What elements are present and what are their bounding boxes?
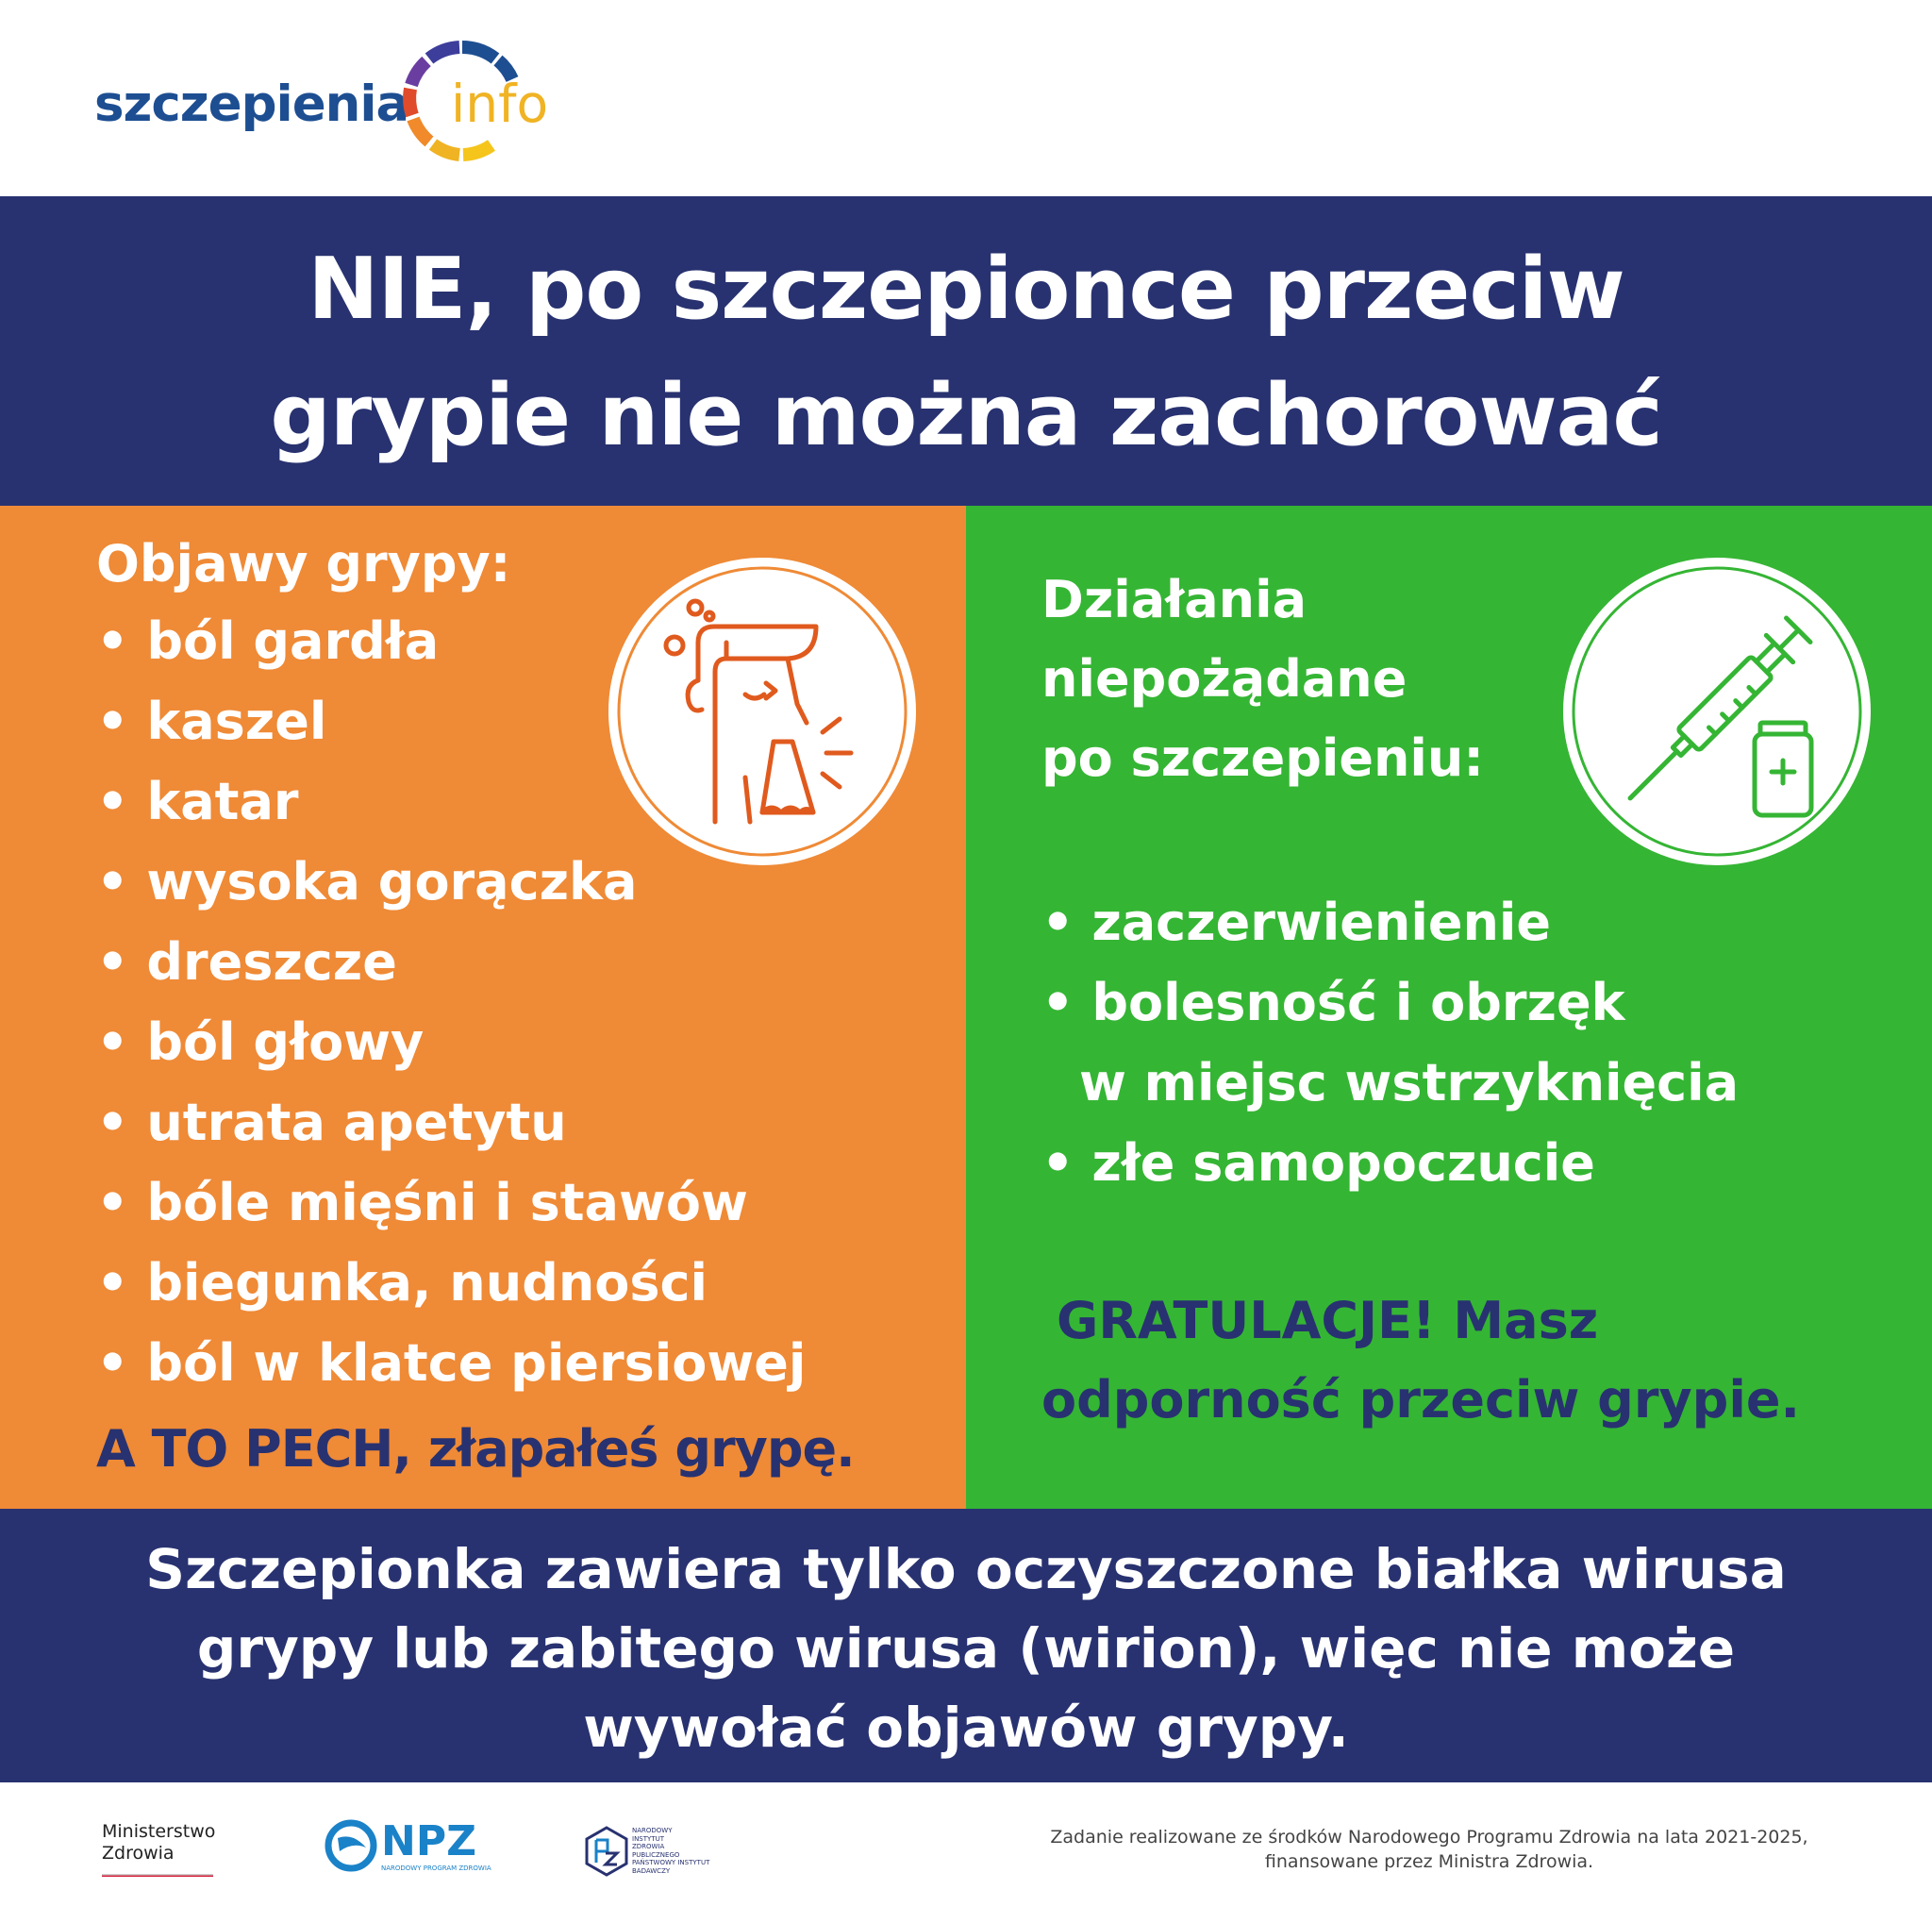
- congratulations-line-2: odporność przeciw grypie.: [1041, 1370, 1800, 1430]
- flag-stripe: [102, 1874, 213, 1877]
- npz-logo: [325, 1815, 494, 1876]
- nizp-line: PUBLICZNEGO: [632, 1850, 680, 1859]
- szczepienia-info-logo: [94, 40, 585, 167]
- adverse-heading-line: Działania: [1041, 570, 1307, 629]
- symptom-item: • biegunka, nudności: [96, 1253, 708, 1313]
- adverse-effect-item: • bolesność i obrzęk: [1041, 973, 1625, 1032]
- bad-luck-message: A TO PECH, złapałeś grypę.: [96, 1419, 855, 1479]
- syringe-and-vial-icon: [1558, 553, 1875, 870]
- ministry-name-line-1: Ministerstwo: [102, 1821, 216, 1842]
- nizp-line: ZDROWIA: [632, 1843, 665, 1850]
- logo-suffix: info: [451, 74, 549, 134]
- adverse-effect-item: • złe samopoczucie: [1041, 1133, 1595, 1193]
- symptom-item: • dreszcze: [96, 932, 397, 992]
- adverse-effects-panel: [966, 506, 1932, 1509]
- flu-symptoms-panel: [0, 506, 966, 1509]
- symptom-item: • utrata apetytu: [96, 1093, 567, 1152]
- title-band: [0, 196, 1932, 506]
- funding-note: [1038, 1825, 1821, 1874]
- symptom-item: • ból w klatce piersiowej: [96, 1333, 807, 1393]
- adverse-heading-line: niepożądane: [1041, 649, 1407, 709]
- npz-emblem-icon: [325, 1819, 377, 1872]
- symptoms-heading: Objawy grypy:: [96, 534, 511, 594]
- sneezing-person-icon: [604, 553, 921, 870]
- symptom-item: • bóle mięśni i stawów: [96, 1173, 748, 1232]
- explanation-line-3: wywołać objawów grypy.: [583, 1696, 1349, 1760]
- symptom-item: • katar: [96, 772, 299, 831]
- symptom-item: • wysoka gorączka: [96, 852, 638, 911]
- nizp-logo: [583, 1825, 724, 1878]
- symptom-item: • ból gardła: [96, 611, 440, 671]
- nizp-line: NARODOWY: [632, 1827, 673, 1834]
- headline-line-1: NIE, po szczepionce przeciw: [308, 240, 1624, 339]
- symptom-item: • kaszel: [96, 692, 327, 751]
- symptom-item: • ból głowy: [96, 1012, 425, 1072]
- npz-subtitle: NARODOWY PROGRAM ZDROWIA: [381, 1864, 491, 1872]
- explanation-band: [0, 1509, 1932, 1782]
- adverse-heading-line: po szczepieniu:: [1041, 728, 1484, 788]
- explanation-line-2: grypy lub zabitego wirusa (wirion), więc nie może: [196, 1616, 1736, 1681]
- adverse-effect-item: • zaczerwienienie: [1041, 893, 1552, 952]
- nizp-name: [632, 1827, 709, 1875]
- nizp-emblem-icon: [583, 1825, 630, 1878]
- explanation-line-1: Szczepionka zawiera tylko oczyszczone białka wirusa: [145, 1537, 1787, 1601]
- ministry-of-health-logo: [102, 1821, 215, 1864]
- funding-line-1: Zadanie realizowane ze środków Narodowego Programu Zdrowia na lata 2021-2025,: [1050, 1827, 1808, 1848]
- nizp-line: PAŃSTWOWY INSTYTUT: [632, 1859, 710, 1866]
- headline-line-2: grypie nie można zachorować: [270, 366, 1662, 465]
- nizp-line: BADAWCZY: [632, 1866, 671, 1875]
- ministry-name-line-2: Zdrowia: [102, 1843, 175, 1864]
- funding-line-2: finansowane przez Ministra Zdrowia.: [1264, 1851, 1594, 1872]
- nizp-line: INSTYTUT: [632, 1834, 664, 1843]
- adverse-effect-item: w miejsc wstrzyknięcia: [1079, 1053, 1740, 1112]
- logo-word: szczepienia: [94, 75, 409, 133]
- congratulations-line-1: GRATULACJE! Masz: [1057, 1291, 1599, 1350]
- npz-wordmark: NPZ: [381, 1817, 476, 1865]
